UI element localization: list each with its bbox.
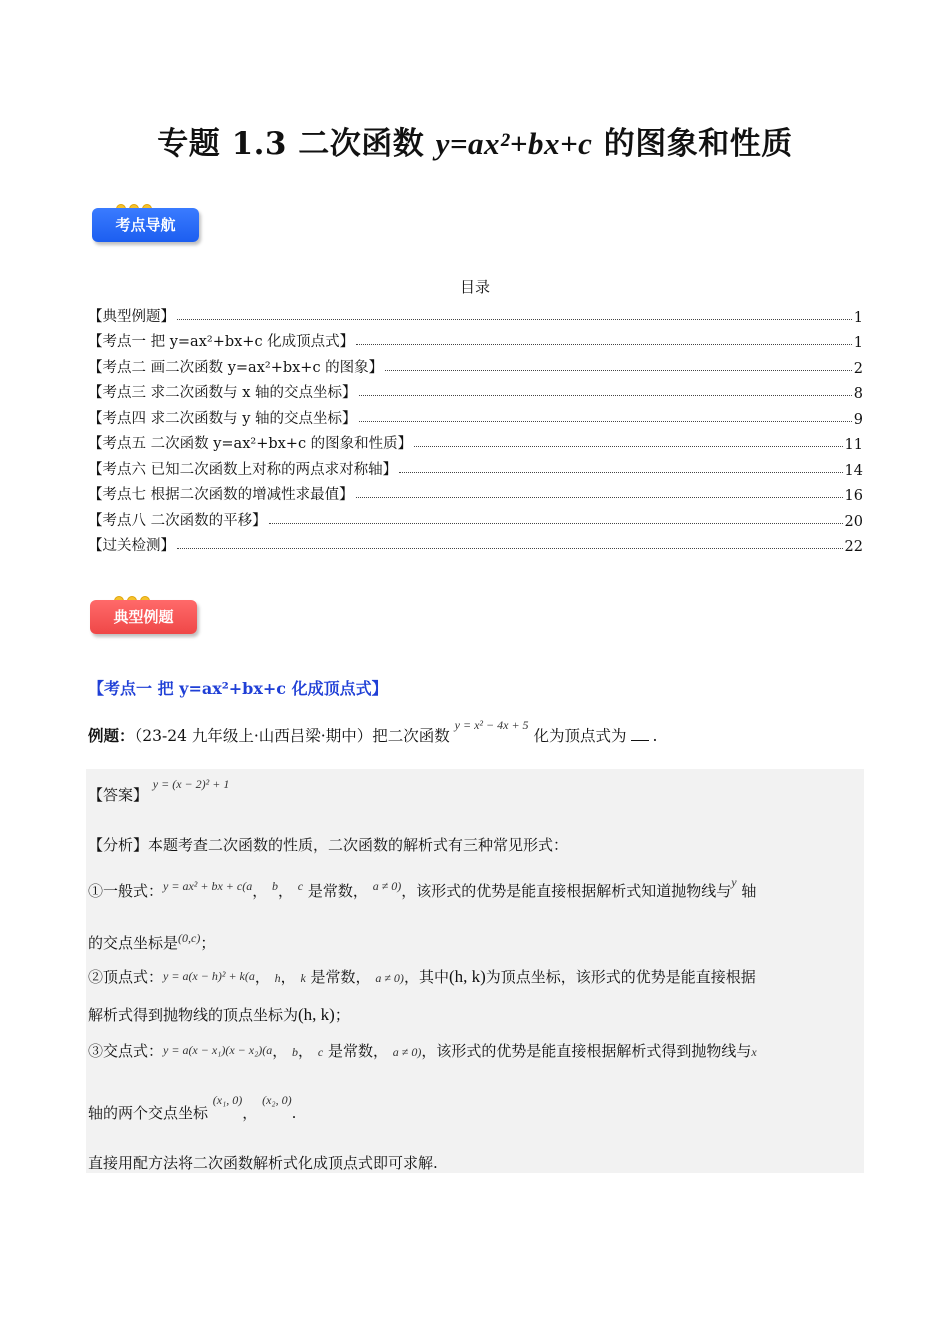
y-sym: y (731, 875, 737, 889)
toc-leader-dots (359, 394, 852, 396)
toc-row[interactable] (88, 377, 863, 403)
example-text: （23-24 九年级上·山西吕梁·期中）把二次函数 (134, 727, 450, 745)
hk-point-2: (h, k) (298, 1005, 335, 1024)
toc-leader-dots (385, 369, 852, 371)
toc-row-label: 【典型例题】 (88, 308, 175, 325)
general-label: ①一般式： (88, 882, 164, 900)
answer-formula: y = (x − 2)² + 1 (152, 777, 230, 791)
intercept-const: 是常数， (327, 1042, 388, 1060)
toc-row-page: 1 (853, 335, 863, 351)
a-ne-0-2: a ≠ 0) (375, 971, 404, 985)
toc-row[interactable] (88, 300, 863, 326)
toc-row-page: 22 (844, 539, 863, 555)
toc-row-page: 16 (844, 488, 863, 504)
sym-b: b (272, 879, 278, 893)
analysis-line: 【分析】本题考查二次函数的性质，二次函数的解析式有三种常见形式： (88, 836, 569, 854)
hk-point: (h, k) (448, 967, 486, 986)
toc-row[interactable] (88, 479, 863, 505)
section-title: 【考点一 把 y=ax²+bx+c 化成顶点式】 (88, 679, 388, 698)
toc-leader-dots (356, 496, 843, 498)
general-text-2: 的交点坐标是 (88, 934, 179, 952)
intercept-label: ③交点式： (88, 1042, 164, 1060)
toc-row-label: 【考点三 求二次函数与 x 轴的交点坐标】 (88, 385, 357, 401)
vertex-formula: y = a(x − h)² + k(a (163, 969, 255, 983)
toc-row-label: 【考点五 二次函数 y=ax²+bx+c 的图象和性质】 (88, 436, 413, 452)
vertex-form-line-2 (88, 1004, 864, 1025)
example-end: . (652, 727, 658, 745)
nav-badge: 考点导航 (92, 208, 199, 242)
sym-c-2: c (317, 1045, 324, 1059)
answer-label: 【答案】 (88, 786, 149, 804)
toc-row-page: 1 (853, 309, 863, 326)
toc-row-page: 20 (844, 513, 863, 530)
general-form-line: ①一般式：$^{y = ax^2 + bx + c(a}$， $^b$， $^c$ 是常数， $^{a \ne 0)}$，该形式的优势是能直接根据解析式知道抛物线与$^y$ 轴 (88, 875, 757, 900)
semicolon-2: ； (334, 1006, 350, 1024)
general-text: ，该形式的优势是能直接根据解析式知道抛物线与 (401, 882, 732, 900)
sym-c: c (297, 879, 304, 893)
vertex-text-3: 解析式得到抛物线的顶点坐标为 (88, 1006, 299, 1024)
answer-line (88, 777, 864, 805)
toc-leader-dots (177, 318, 852, 320)
intercept-text-2: 轴的两个交点坐标 (88, 1104, 209, 1122)
toc-row[interactable] (88, 402, 863, 428)
toc-leader-dots (356, 343, 852, 345)
examples-badge: 典型例题 (90, 600, 197, 634)
table-of-contents (88, 300, 863, 555)
axis-word: 轴 (741, 882, 757, 900)
vertex-form-line: ②顶点式：y = a(x − h)² + k(a， h， k 是常数， a ≠ 0)，其中(h, k)为顶点坐标，该形式的优势是能直接根据 (88, 967, 756, 986)
toc-row-label: 【考点二 画二次函数 y=ax²+bx+c 的图象】 (88, 359, 384, 376)
toc-row-page: 14 (844, 462, 863, 479)
toc-leader-dots (414, 445, 842, 447)
intercept-form-line-2 (88, 1093, 864, 1123)
toc-row-label: 【考点八 二次函数的平移】 (88, 512, 267, 529)
toc-heading: 目录 (459, 278, 490, 296)
comma: ， (242, 1104, 258, 1122)
a-ne-0-3: a ≠ 0) (392, 1045, 422, 1059)
page-title (0, 118, 950, 163)
example-formula: y = x² − 4x + 5 (454, 718, 529, 732)
intercept-form-line: ③交点式：y = a(x − x₁)(x − x₂)(a， b， c 是常数， a ≠ 0)，该形式的优势是能直接根据解析式得到抛物线与x (88, 1042, 757, 1060)
toc-row-page: 2 (853, 360, 863, 377)
toc-row[interactable] (88, 453, 863, 479)
toc-row[interactable] (88, 504, 863, 530)
vertex-const: 是常数， (310, 968, 371, 986)
toc-row-label: 【考点六 已知二次函数上对称的两点求对称轴】 (88, 461, 398, 478)
example-tail: 化为顶点式为 (533, 727, 627, 745)
toc-row-label: 【考点四 求二次函数与 y 轴的交点坐标】 (88, 410, 357, 427)
title-suffix: 的图象和性质 (592, 126, 793, 162)
point-0c: (0,c) (178, 931, 201, 945)
title-formula: y=ax²+bx+c (435, 126, 593, 161)
toc-row[interactable] (88, 326, 863, 352)
vertex-text: ，其中 (403, 968, 449, 986)
semicolon-1: ； (200, 934, 216, 952)
vertex-text-2: 为顶点坐标，该形式的优势是能直接根据 (485, 968, 756, 986)
toc-row-page: 11 (844, 437, 863, 453)
general-formula: y = ax² + bx + c(a (163, 879, 253, 893)
x1-point: (x₁, 0) (212, 1093, 243, 1107)
toc-row-label: 【考点七 根据二次函数的增减性求最值】 (88, 487, 354, 503)
sym-b-2: b (292, 1045, 299, 1059)
toc-row-page: 8 (853, 386, 863, 402)
period: . (291, 1104, 297, 1122)
a-ne-0: a ≠ 0) (372, 879, 402, 893)
toc-row-label: 【过关检测】 (88, 538, 175, 554)
x2-point: (x₂, 0) (262, 1093, 292, 1107)
x-sym: x (751, 1045, 757, 1059)
example-question (88, 718, 868, 746)
toc-leader-dots (399, 471, 842, 473)
toc-row[interactable] (88, 428, 863, 454)
conclusion-line: 直接用配方法将二次函数解析式化成顶点式即可求解. (88, 1154, 438, 1172)
intercept-text: ，该形式的优势是能直接根据解析式得到抛物线与 (421, 1042, 752, 1060)
sym-h: h (274, 971, 281, 985)
toc-row[interactable] (88, 530, 863, 556)
toc-row[interactable] (88, 351, 863, 377)
toc-row-page: 9 (853, 411, 863, 428)
toc-row-label: 【考点一 把 y=ax²+bx+c 化成顶点式】 (88, 334, 355, 350)
intercept-formula: y = a(x − x₁)(x − x₂)(a (163, 1043, 273, 1057)
toc-leader-dots (359, 420, 852, 422)
general-form-line-2 (88, 932, 864, 953)
vertex-label: ②顶点式： (88, 968, 164, 986)
example-label: 例题： (88, 726, 135, 745)
toc-leader-dots (269, 522, 843, 524)
toc-leader-dots (177, 547, 843, 549)
title-prefix: 专题 1.3 二次函数 (157, 126, 436, 162)
sym-k: k (300, 971, 306, 985)
general-const: 是常数， (307, 882, 368, 900)
answer-blank (631, 740, 649, 741)
